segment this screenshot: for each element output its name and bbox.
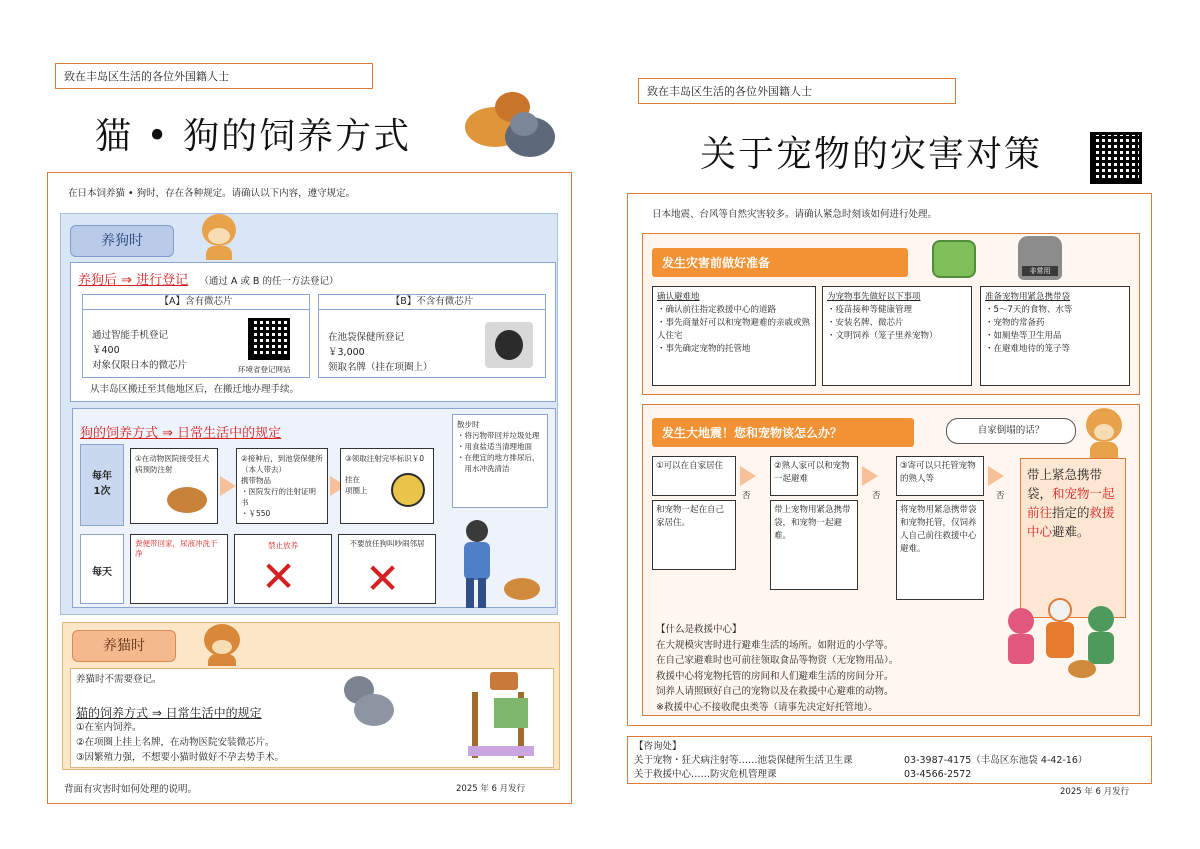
prep-col-2-item: ・安装名牌、微芯片 <box>827 318 904 328</box>
prep-col-1-item: ・确认前往指定救援中心的道路 <box>657 305 777 315</box>
no-label: 否 <box>872 491 881 501</box>
option-a-line: 对象仅限日本的微芯片 <box>92 360 188 371</box>
rabies-tag-icon <box>391 473 425 507</box>
evacuating-family-illustration <box>1004 598 1130 682</box>
cat-rule-item: ②在项圈上挂上名牌，在动物医院安装微芯片。 <box>76 737 275 748</box>
cat-rules-title: 猫的饲养方式 ⇒ 日常生活中的规定 <box>76 706 262 720</box>
prep-col-2-item: ・疫苗接种等健康管理 <box>827 305 913 315</box>
rescue-center-line: ※救援中心不接收爬虫类等（请事先决定好托管地）。 <box>656 701 878 713</box>
final-text-red: 救援中心 <box>1027 505 1115 539</box>
no-label: 否 <box>742 491 751 501</box>
prep-col-3-item: ・宠物的常备药 <box>985 318 1045 328</box>
person-walking-dog-illustration <box>456 516 546 612</box>
cat-section-pill: 养猫时 <box>72 630 176 662</box>
walk-note-line: ・用食盐适当清理地面 <box>457 442 532 451</box>
prep-col-1 <box>652 286 816 386</box>
yearly-step-2-line: ・医院发行的注射证明书 <box>241 487 316 507</box>
right-audience-tag: 致在丰岛区生活的各位外国籍人士 <box>638 78 956 104</box>
daily-rule-3 <box>338 534 436 604</box>
quake-step-3: ③寄可以只托管宠物的熟人等 <box>896 456 984 496</box>
left-intro-text: 在日本饲养猫 • 狗时，存在各种规定。请确认以下内容，遵守规定。 <box>68 188 356 199</box>
no-label: 否 <box>996 491 1005 501</box>
quake-step-3-desc: 将宠物用紧急携带袋和宠物托管，仅饲养人自己前往救援中心避难。 <box>896 500 984 600</box>
yearly-arrow <box>220 476 236 496</box>
dog-section-pill: 养狗时 <box>70 225 174 257</box>
walk-note-line: 散步时 <box>457 420 480 429</box>
walk-note-line: ・将污物带回并垃圾处理 <box>457 431 540 440</box>
pet-carrier-icon <box>932 240 976 278</box>
yearly-step-3 <box>340 448 434 524</box>
left-issue-date: 2025 年 6 月发行 <box>456 784 526 794</box>
option-a-header: 【A】含有微芯片 <box>82 294 310 310</box>
cat-face-icon <box>202 618 242 666</box>
prohibited-x-icon: ✕ <box>261 552 297 601</box>
yearly-step-3-line: 挂在 <box>345 475 360 484</box>
info-qr-code[interactable] <box>1090 132 1142 184</box>
left-footer-note: 背面有灾害时如何处理的说明。 <box>64 784 198 795</box>
contact-label: 关于救援中心……防灾危机管理课 <box>634 769 777 780</box>
prep-col-3-item: ・5～7天的食物、水等 <box>985 305 1073 315</box>
cat-rule-item: ①在室内饲养。 <box>76 722 142 733</box>
cat-tower-illustration <box>460 662 540 760</box>
option-a-qr-caption: 环境省登记网站 <box>238 365 291 374</box>
rescue-center-title: 【什么是救援中心】 <box>656 624 742 635</box>
prohibited-x-icon: ✕ <box>365 554 401 603</box>
yearly-step-3-line: ③领取注射完毕标识￥0 <box>345 454 424 463</box>
cat-rules-list <box>76 720 284 765</box>
collapse-speech-bubble: 自家倒塌的话？ <box>946 418 1076 444</box>
final-text-red: 和宠物一起前往 <box>1027 486 1115 520</box>
yearly-step-2-line: ②接种后，到池袋保健所（本人带去） <box>241 454 323 474</box>
daily-label: 每天 <box>80 534 124 604</box>
dog-reg-title-text: 养狗后 ⇒ 进行登记 <box>78 273 189 288</box>
prep-col-1-item: ・事先商量好可以和宠物避难的亲戚或熟人住宅 <box>657 318 811 341</box>
dog-rules-title: 狗的饲养方式 ⇒ 日常生活中的规定 <box>80 426 282 441</box>
contact-title: 【咨询处】 <box>634 741 682 752</box>
option-a-line: 通过智能手机登记 <box>92 330 169 341</box>
option-b-line: ￥3,000 <box>328 347 365 358</box>
yearly-step-2-line: ・￥550 <box>241 509 271 518</box>
dog-face-icon <box>200 210 238 260</box>
walk-note <box>452 414 548 508</box>
prep-col-3-item: ・如厕垫等卫生用品 <box>985 331 1062 341</box>
prep-header: 发生灾害前做好准备 <box>652 248 908 277</box>
option-a-lines <box>92 328 187 373</box>
left-audience-tag: 致在丰岛区生活的各位外国籍人士 <box>55 63 373 89</box>
prep-col-1-item: ・事先确定宠物的托管地 <box>657 344 751 354</box>
final-text: 带上紧急携带袋， <box>1027 467 1103 501</box>
option-b-lines <box>328 330 433 375</box>
quake-step-2: ②熟人家可以和宠物一起避难 <box>770 456 858 496</box>
rescue-center-line: 在自己家避难时也可前往领取食品等物资（无宠物用品）。 <box>656 655 899 666</box>
prep-col-1-title: 确认避难地 <box>657 292 700 302</box>
quake-step-1-desc: 和宠物一起在自己家居住。 <box>652 500 736 570</box>
no-arrow <box>740 466 756 486</box>
walk-note-line: ・在便宜的地方排尿后， <box>457 453 540 462</box>
option-b-header: 【B】不含有微芯片 <box>318 294 546 310</box>
dog-reg-note: （通过 A 或 B 的任一方法登记） <box>199 276 339 287</box>
right-intro-text: 日本地震、台风等自然灾害较多。请确认紧急时刻该如何进行处理。 <box>652 209 938 220</box>
right-issue-date: 2025 年 6 月发行 <box>1060 787 1130 797</box>
dog-tag-photo-icon <box>485 322 533 368</box>
prep-col-3 <box>980 286 1130 386</box>
no-arrow <box>988 466 1004 486</box>
quake-header: 发生大地震！您和宠物该怎么办？ <box>652 418 914 447</box>
final-text: 指定的 <box>1052 505 1090 520</box>
env-ministry-qr-code[interactable] <box>248 318 290 360</box>
contact-label: 关于宠物・狂犬病注射等……池袋保健所生活卫生课 <box>634 755 853 766</box>
prep-col-3-title: 准备宠物用紧急携带袋 <box>985 292 1071 302</box>
move-note: 从丰岛区搬迁至其他地区后，在搬迁地办理手续。 <box>90 384 300 395</box>
worried-dog-icon <box>1084 406 1124 462</box>
contact-phone[interactable]: 03-3987-4175（丰岛区东池袋 4-42-16） <box>904 755 1088 766</box>
quake-final-instruction <box>1020 458 1126 618</box>
cat-dog-illustration <box>460 92 560 162</box>
quake-step-2-desc: 带上宠物用紧急携带袋，和宠物一起避难。 <box>770 500 858 590</box>
daily-rule-1 <box>130 534 228 604</box>
no-arrow <box>862 466 878 486</box>
dog-registration-title <box>78 269 338 289</box>
daily-rule-3-text: 不要放任狗叫吵闹邻居 <box>349 539 425 548</box>
contact-row <box>634 753 853 768</box>
yearly-step-2 <box>236 448 328 524</box>
daily-rule-2-text: 禁止放养 <box>268 541 298 550</box>
cat-no-registration: 养猫时不需要登记。 <box>76 674 162 685</box>
daily-rule-1-text: 粪便带回家，尿液冲洗干净 <box>135 539 218 558</box>
yearly-step-1-text: ①在动物医院接受狂犬病预防注射 <box>135 454 210 474</box>
prep-col-2 <box>822 286 972 386</box>
backpack-badge: 非常用 <box>1022 266 1058 276</box>
right-page-title: 关于宠物的灾害对策 <box>700 134 1043 175</box>
option-b-line: 在池袋保健所登记 <box>328 332 405 343</box>
rescue-center-line: 在大规模灾害时进行避难生活的场所。如附近的小学等。 <box>656 639 894 651</box>
emergency-backpack-icon <box>1018 236 1062 280</box>
quake-step-1: ①可以在自家居住 <box>652 456 736 496</box>
left-page-title: 猫 • 狗的饲养方式 <box>95 116 412 157</box>
final-text: 避难。 <box>1052 524 1090 539</box>
yearly-step-1 <box>130 448 218 524</box>
cat-rule-item: ③因繁殖力强，不想要小猫时做好不孕去势手术。 <box>76 752 285 763</box>
yearly-label: 每年 1次 <box>80 444 124 526</box>
prep-col-2-title: 为宠物事先做好以下事项 <box>827 292 921 302</box>
yearly-step-3-line: 项圈上 <box>345 486 368 495</box>
option-b-line: 领取名牌（挂在项圈上） <box>328 362 433 373</box>
gray-cat-illustration <box>340 672 400 728</box>
prep-col-3-item: ・在避难地待的笼子等 <box>985 344 1071 354</box>
option-a-line: ￥400 <box>92 345 120 356</box>
contact-row <box>634 767 777 782</box>
rescue-center-line: 救援中心将宠物托管的房间和人们避难生活的房间分开。 <box>656 670 894 682</box>
yearly-step-2-line: 携带物品 <box>241 476 271 485</box>
prep-col-2-item: ・文明饲养（笼子里养宠物） <box>827 331 938 341</box>
rescue-center-line: 饲养人请照顾好自己的宠物以及在救援中心避难的动物。 <box>656 686 894 697</box>
contact-phone[interactable]: 03-4566-2572 <box>904 769 972 780</box>
daily-rule-2 <box>234 534 332 604</box>
walk-note-line: 用水冲洗清洁 <box>457 464 510 473</box>
vet-dog-icon <box>167 487 207 513</box>
